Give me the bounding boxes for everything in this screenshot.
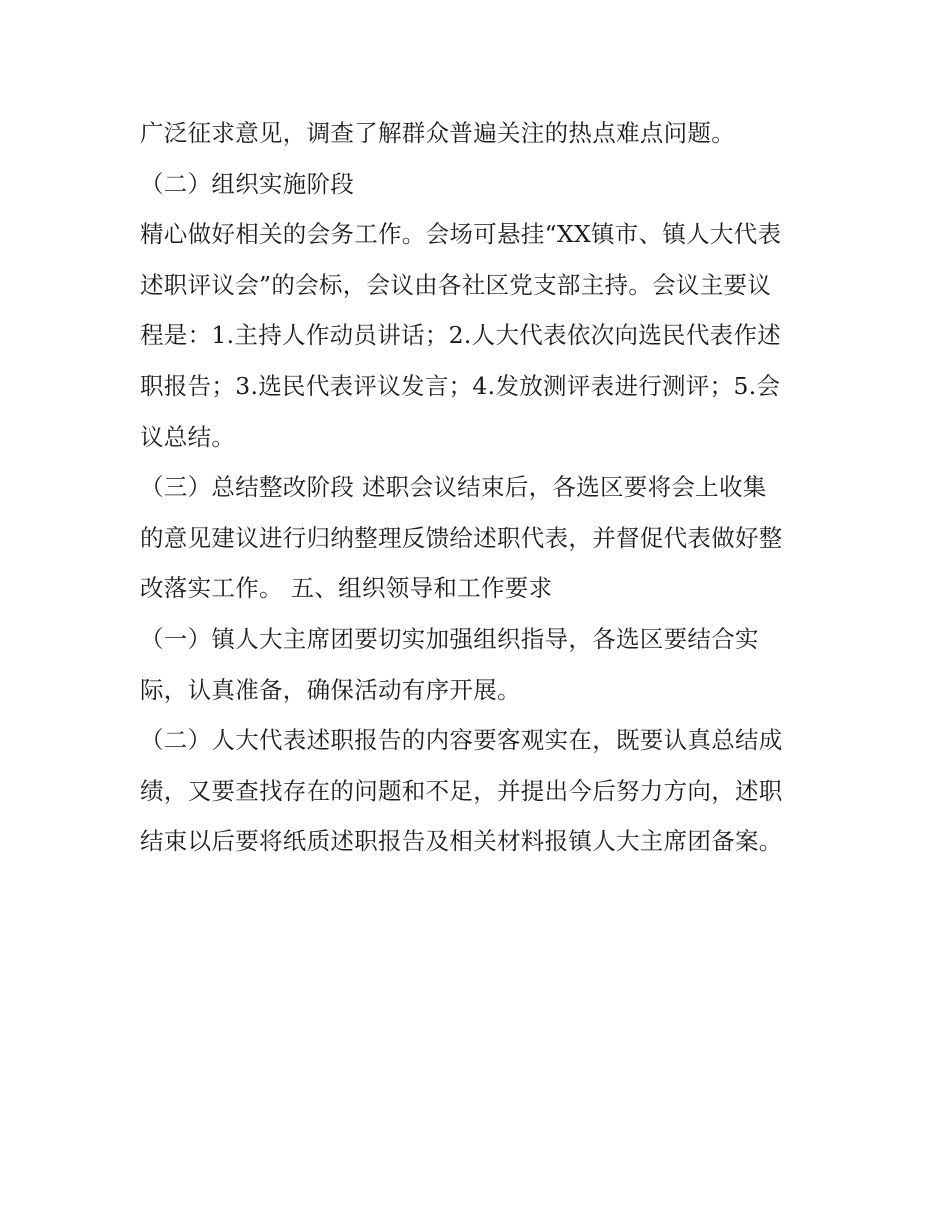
text-line: 改落实工作。 五、组织领导和工作要求 (140, 574, 553, 603)
text-line: 精心做好相关的会务工作。会场可悬挂“XX镇市、镇人大代表 (140, 220, 782, 249)
text-line: （一）镇人大主席团要切实加强组织指导，各选区要结合实 (140, 624, 759, 653)
section-heading: （二）组织实施阶段 (140, 169, 355, 198)
text-line: 的意见建议进行归纳整理反馈给述职代表，并督促代表做好整 (140, 523, 783, 552)
text-line: 议总结。 (140, 422, 236, 451)
text-line: 述职评议会”的会标，会议由各社区党支部主持。会议主要议 (140, 270, 772, 299)
text-line: 结束以后要将纸质述职报告及相关材料报镇人大主席团备案。 (140, 827, 783, 856)
text-line: 广泛征求意见，调查了解群众普遍关注的热点难点问题。 (140, 119, 735, 147)
text-line: 际，认真准备，确保活动有序开展。 (140, 675, 521, 704)
text-line: （二）人大代表述职报告的内容要客观实在，既要认真总结成 (140, 726, 783, 755)
text-line: 职报告；3.选民代表评议发言；4.发放测评表进行测评；5.会 (140, 371, 781, 400)
text-line: （三）总结整改阶段 述职会议结束后，各选区要将会上收集 (140, 473, 767, 502)
text-line: 程是：1.主持人作动员讲话；2.人大代表依次向选民代表作述 (140, 321, 782, 350)
text-line: 绩，又要查找存在的问题和不足，并提出今后努力方向，述职 (140, 776, 783, 805)
document-body (140, 108, 820, 867)
